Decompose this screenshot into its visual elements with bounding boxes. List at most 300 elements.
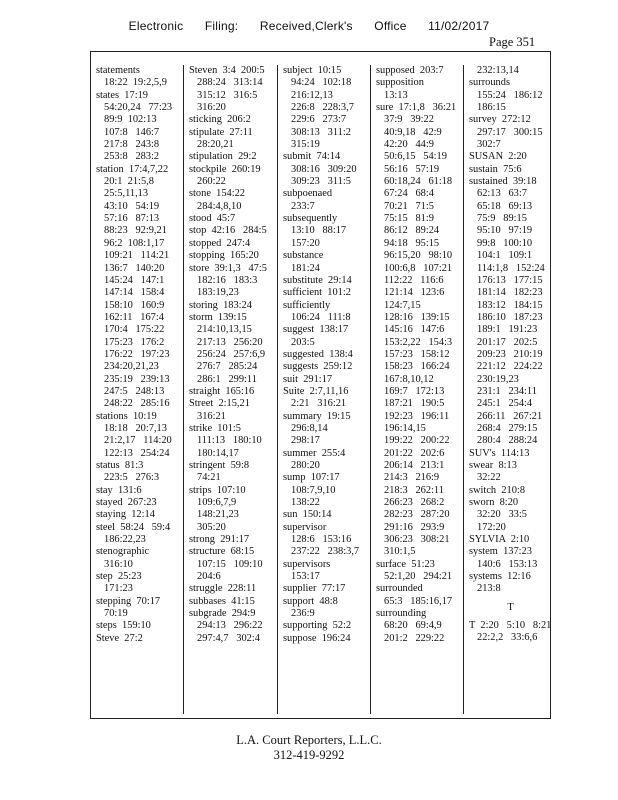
index-citation-line: 176:22 197:23 bbox=[104, 348, 170, 360]
index-citation: 291:17 bbox=[220, 534, 250, 546]
index-citation-line: 306:23 308:21 bbox=[384, 534, 450, 546]
index-term: support bbox=[283, 595, 315, 607]
index-citation-line: 128:16 139:15 bbox=[384, 311, 450, 323]
index-term: structure bbox=[189, 546, 226, 558]
index-entry bbox=[283, 65, 370, 151]
index-citation: 75:6 bbox=[503, 163, 522, 175]
index-term: states bbox=[96, 89, 120, 101]
index-entry bbox=[283, 633, 370, 645]
index-column-5 bbox=[463, 65, 552, 714]
index-term: stockpile bbox=[189, 163, 227, 175]
index-citation: 159:10 bbox=[122, 620, 151, 632]
index-citation-line: 40:9,18 42:9 bbox=[384, 126, 442, 138]
index-term: subpoenaed bbox=[283, 188, 333, 200]
index-citation: 2:7,11,16 bbox=[309, 385, 349, 397]
index-citation-line: 284:4,8,10 bbox=[197, 200, 242, 212]
index-term: sump bbox=[283, 472, 306, 484]
index-term: SUSAN bbox=[469, 151, 504, 163]
index-citation: 8:13 bbox=[498, 460, 517, 471]
header-item-electronic: Electronic bbox=[128, 19, 184, 33]
index-entry bbox=[283, 596, 370, 621]
footer-company: L.A. Court Reporters, L.L.C. bbox=[236, 733, 382, 747]
index-citation-line: 232:13,14 bbox=[477, 65, 519, 76]
index-entry bbox=[469, 65, 552, 77]
index-citation-line: 68:20 69:4,9 bbox=[384, 620, 442, 632]
index-entry bbox=[283, 188, 370, 213]
index-citation-line: 253:8 283:2 bbox=[104, 151, 160, 163]
index-citation-line: 158:23 166:24 bbox=[384, 361, 450, 373]
index-column-4 bbox=[370, 65, 463, 714]
index-citation-line: 56:16 57:19 bbox=[384, 163, 440, 175]
index-entry bbox=[96, 460, 183, 485]
index-citation-line: 25:5,11,13 bbox=[104, 188, 149, 200]
index-citation-line: 121:14 123:6 bbox=[384, 287, 445, 299]
index-citation-line: 65:18 69:13 bbox=[477, 200, 533, 212]
index-citation-line: 189:1 191:23 bbox=[477, 324, 538, 336]
index-citation-line: 28:20,21 bbox=[197, 139, 234, 151]
index-citation-line: 218:3 262:11 bbox=[384, 484, 444, 496]
index-term: stood bbox=[189, 213, 212, 225]
index-entry bbox=[189, 188, 277, 213]
index-term: subbases bbox=[189, 595, 226, 607]
index-citation-line: 60:18,24 61:18 bbox=[384, 176, 453, 188]
index-term: supposition bbox=[376, 77, 424, 89]
page-number: Page 351 bbox=[489, 35, 536, 49]
index-citation-line: 107:15 109:10 bbox=[197, 558, 263, 570]
index-term: staying bbox=[96, 509, 127, 521]
index-citation-line: 216:12,13 bbox=[291, 89, 333, 101]
index-entry bbox=[189, 386, 277, 398]
index-term: T bbox=[469, 620, 476, 632]
index-citation: 19:15 bbox=[326, 410, 351, 422]
index-entry bbox=[189, 65, 277, 114]
index-entry bbox=[283, 287, 370, 299]
index-citation-line: 308:13 311:2 bbox=[291, 126, 351, 138]
index-entry bbox=[283, 386, 370, 411]
index-citation-line: 2:21 316:21 bbox=[291, 398, 347, 410]
index-citation-line: 288:24 313:14 bbox=[197, 77, 263, 89]
index-citation-line: 167:8,10,12 bbox=[384, 373, 434, 385]
index-citation: 2:20 bbox=[508, 151, 527, 163]
index-citation: 81:3 bbox=[124, 460, 144, 471]
index-citation-line: 109:6,7,9 bbox=[197, 497, 237, 509]
index-entry bbox=[469, 151, 552, 163]
index-citation-line: 153:2,22 154:3 bbox=[384, 336, 453, 348]
index-entry bbox=[189, 225, 277, 237]
index-citation-line: 230:19,23 bbox=[477, 373, 519, 385]
index-entry bbox=[189, 263, 277, 300]
index-citation: 17:1,8 36:21 bbox=[398, 102, 457, 114]
index-citation-line: 18:22 19:2,5,9 bbox=[104, 77, 167, 89]
index-citation-line: 13:13 bbox=[384, 89, 408, 101]
index-citation: 137:23 bbox=[503, 546, 532, 558]
index-citation-line: 108:7,9,10 bbox=[291, 484, 336, 496]
index-term: step bbox=[96, 571, 113, 583]
index-citation: 206:2 bbox=[227, 114, 251, 126]
index-entry bbox=[189, 164, 277, 189]
index-citation-line: 171:23 bbox=[104, 583, 133, 595]
index-entry bbox=[283, 559, 370, 584]
index-entry bbox=[376, 77, 463, 102]
index-citation-line: 158:10 160:9 bbox=[104, 299, 165, 311]
index-citation: 3:4 200:5 bbox=[222, 65, 265, 76]
index-entry bbox=[469, 448, 552, 460]
index-entry bbox=[189, 114, 277, 126]
index-entry bbox=[469, 164, 552, 176]
index-citation-line: 95:10 97:19 bbox=[477, 225, 533, 237]
index-citation: 12:14 bbox=[131, 509, 155, 521]
index-citation-line: 204:6 bbox=[197, 571, 221, 583]
index-term: Suite bbox=[283, 385, 305, 397]
index-term: sufficient bbox=[283, 287, 323, 299]
index-entry bbox=[189, 250, 277, 262]
index-citation-line: 62:13 63:7 bbox=[477, 188, 527, 200]
index-citation: 247:4 bbox=[226, 237, 251, 249]
index-entry bbox=[376, 559, 463, 584]
index-citation-line: 187:21 190:5 bbox=[384, 398, 445, 410]
index-entry bbox=[96, 522, 183, 547]
index-citation-line: 280:4 288:24 bbox=[477, 435, 538, 447]
index-citation: 27:2 bbox=[124, 632, 143, 644]
index-citation: 291:17 bbox=[303, 373, 333, 385]
index-citation-line: 180:14,17 bbox=[197, 447, 239, 459]
index-entry bbox=[96, 633, 183, 645]
index-citation-line: 136:7 140:20 bbox=[104, 262, 165, 274]
index-entry bbox=[283, 300, 370, 325]
index-citation-line: 221:12 224:22 bbox=[477, 361, 543, 373]
index-entry bbox=[376, 583, 463, 608]
index-citation-line: 286:1 299:11 bbox=[197, 373, 257, 385]
header-item-received: Received,Clerk's bbox=[259, 19, 353, 33]
header-item-date: 11/02/2017 bbox=[428, 19, 490, 33]
index-citation: 58:24 59:4 bbox=[120, 521, 171, 533]
index-citation: 59:8 bbox=[230, 460, 250, 471]
index-term: suggested bbox=[283, 348, 324, 360]
index-citation: 203:7 bbox=[419, 65, 444, 76]
index-entry bbox=[283, 448, 370, 473]
index-entry bbox=[189, 608, 277, 645]
index-entry bbox=[189, 300, 277, 312]
index-term: strong bbox=[189, 534, 215, 546]
index-citation-line: 236:9 bbox=[291, 608, 315, 620]
index-citation-line: 147:14 158:4 bbox=[104, 287, 165, 299]
index-citation-line: 206:14 213:1 bbox=[384, 460, 445, 471]
index-term: supplier bbox=[283, 583, 317, 595]
index-citation-line: 21:2,17 114:20 bbox=[104, 435, 172, 447]
index-term: stayed bbox=[96, 497, 123, 509]
index-citation-line: 316:20 bbox=[197, 102, 226, 114]
index-citation-line: 13:10 88:17 bbox=[291, 225, 347, 237]
index-citation-line: 157:20 bbox=[291, 237, 320, 249]
index-citation-line: 302:7 bbox=[477, 139, 501, 151]
index-citation-line: 106:24 111:8 bbox=[291, 311, 351, 323]
index-entry bbox=[189, 312, 277, 386]
index-citation-line: 170:4 175:22 bbox=[104, 324, 165, 336]
index-citation: 228:11 bbox=[227, 583, 257, 595]
index-citation-line: 75:9 89:15 bbox=[477, 213, 527, 225]
index-entry bbox=[189, 127, 277, 152]
index-citation: 101:2 bbox=[327, 287, 351, 299]
index-term: statements bbox=[96, 65, 140, 76]
index-citation-line: 112:22 116:6 bbox=[384, 274, 444, 286]
index-citation-line: 54:20,24 77:23 bbox=[104, 102, 173, 114]
index-citation-line: 157:23 158:12 bbox=[384, 348, 450, 360]
index-entry bbox=[469, 546, 552, 571]
index-entry bbox=[96, 65, 183, 90]
index-citation-line: 223:5 276:3 bbox=[104, 472, 160, 484]
index-entry bbox=[283, 374, 370, 386]
index-citation-line: 43:10 54:19 bbox=[104, 200, 160, 212]
index-term: stepping bbox=[96, 595, 132, 607]
index-term: stations bbox=[96, 410, 128, 422]
index-entry bbox=[283, 349, 370, 361]
index-entry bbox=[96, 509, 183, 521]
index-citation: 2:20 5:10 8:21 bbox=[480, 620, 552, 632]
index-entry bbox=[469, 485, 552, 497]
index-term: stenographic bbox=[96, 546, 150, 558]
index-citation-line: 226:8 228:3,7 bbox=[291, 102, 354, 114]
index-entry bbox=[189, 151, 277, 163]
index-entry bbox=[96, 571, 183, 596]
index-citation-line: 145:24 147:1 bbox=[104, 274, 165, 286]
index-term: substance bbox=[283, 250, 324, 262]
index-term: stipulation bbox=[189, 151, 233, 163]
index-term: stopping bbox=[189, 250, 225, 262]
index-citation: 41:15 bbox=[231, 595, 255, 607]
index-entry bbox=[96, 411, 183, 460]
index-entry bbox=[469, 620, 552, 645]
index-citation: 12:16 bbox=[507, 571, 531, 583]
index-citation-line: 109:21 114:21 bbox=[104, 250, 170, 262]
index-citation-line: 89:9 102:13 bbox=[104, 114, 157, 126]
index-term: submit bbox=[283, 151, 312, 163]
index-citation-line: 94:24 102:18 bbox=[291, 77, 352, 89]
index-citation: 45:7 bbox=[216, 213, 236, 225]
index-citation-line: 233:7 bbox=[291, 200, 315, 212]
index-term: steps bbox=[96, 620, 117, 632]
index-citation: 138:4 bbox=[329, 348, 353, 360]
index-citation: 165:20 bbox=[230, 250, 259, 262]
index-citation-line: 99:8 100:10 bbox=[477, 237, 533, 249]
index-citation: 154:22 bbox=[216, 188, 246, 200]
index-citation: 39:1,3 47:5 bbox=[214, 262, 267, 274]
index-citation-line: 138:22 bbox=[291, 497, 320, 509]
index-entry bbox=[283, 472, 370, 509]
index-citation-line: 18:18 20:7,13 bbox=[104, 422, 167, 434]
index-citation: 272:12 bbox=[501, 114, 531, 126]
index-citation: 39:18 bbox=[512, 176, 537, 188]
index-citation: 101:5 bbox=[217, 422, 241, 434]
index-citation: 139:15 bbox=[217, 311, 247, 323]
index-entry bbox=[96, 497, 183, 509]
index-citation-line: 32:20 33:5 bbox=[477, 509, 527, 521]
index-entry bbox=[189, 238, 277, 250]
index-entry bbox=[469, 497, 552, 534]
index-citation-line: 100:6,8 107:21 bbox=[384, 262, 453, 274]
index-citation-line: 57:16 87:13 bbox=[104, 213, 160, 225]
index-citation-line: 186:15 bbox=[477, 102, 506, 114]
index-citation-line: 316:21 bbox=[197, 410, 226, 422]
index-citation-line: 181:14 182:23 bbox=[477, 287, 543, 299]
header-item-office: Office bbox=[374, 19, 407, 33]
index-entry bbox=[469, 176, 552, 448]
index-citation: 52:2 bbox=[332, 620, 352, 632]
index-citation-line: 199:22 200:22 bbox=[384, 435, 450, 447]
index-citation-line: 260:22 bbox=[197, 176, 226, 188]
index-term: suggests bbox=[283, 361, 319, 373]
index-entry bbox=[469, 114, 552, 151]
index-citation-line: 65:3 185:16,17 bbox=[384, 595, 453, 607]
index-term: surrounds bbox=[469, 77, 510, 89]
index-citation-line: 196:14,15 bbox=[384, 422, 426, 434]
index-term: sufficiently bbox=[283, 299, 331, 311]
index-citation: 196:24 bbox=[321, 632, 351, 644]
index-citation-line: 104:1 109:1 bbox=[477, 250, 533, 262]
index-citation-line: 74:21 bbox=[197, 472, 221, 484]
index-term: subgrade bbox=[189, 608, 227, 620]
index-citation-line: 155:24 186:12 bbox=[477, 89, 543, 101]
index-entry bbox=[283, 213, 370, 250]
index-citation: 10:19 bbox=[132, 410, 157, 422]
index-citation-line: 305:20 bbox=[197, 521, 226, 533]
index-citation: 107:10 bbox=[216, 484, 246, 496]
index-citation: 138:17 bbox=[319, 324, 349, 336]
index-citation: 70:17 bbox=[136, 595, 161, 607]
index-citation-line: 176:13 177:15 bbox=[477, 274, 543, 286]
index-citation-line: 315:19 bbox=[291, 139, 320, 151]
index-citation-line: 315:12 316:5 bbox=[197, 89, 258, 101]
index-entry bbox=[469, 460, 552, 485]
index-entry bbox=[283, 509, 370, 521]
index-term: stopped bbox=[189, 237, 222, 249]
header-item-filing: Filing: bbox=[204, 19, 239, 33]
index-citation-line: 235:19 239:13 bbox=[104, 373, 170, 385]
index-citation: 2:10 bbox=[510, 534, 530, 546]
index-citation-line: 201:22 202:6 bbox=[384, 447, 445, 459]
index-entry bbox=[376, 102, 463, 559]
index-term: strike bbox=[189, 422, 213, 434]
index-letter-heading bbox=[469, 596, 552, 620]
index-citation: 17:19 bbox=[124, 89, 148, 101]
index-citation: 267:23 bbox=[127, 497, 157, 509]
index-citation-line: 96:2 108:1,17 bbox=[104, 237, 165, 249]
index-term: Steve bbox=[96, 632, 120, 644]
index-term: steel bbox=[96, 521, 116, 533]
index-citation-line: 124:7,15 bbox=[384, 299, 421, 311]
index-citation-line: 169:7 172:13 bbox=[384, 385, 445, 397]
index-entry bbox=[96, 485, 183, 497]
index-term: sustained bbox=[469, 176, 508, 188]
index-column-3 bbox=[277, 65, 370, 714]
index-citation: 51:23 bbox=[411, 558, 435, 570]
index-term: survey bbox=[469, 114, 497, 126]
index-citation-line: 298:17 bbox=[291, 435, 320, 447]
index-citation-line: 217:13 256:20 bbox=[197, 336, 263, 348]
index-citation-line: 213:8 bbox=[477, 583, 501, 595]
index-citation-line: 86:12 89:24 bbox=[384, 225, 440, 237]
index-citation: 25:23 bbox=[117, 571, 142, 583]
index-term: supporting bbox=[283, 620, 328, 632]
index-term: stipulate bbox=[189, 126, 225, 138]
index-entry bbox=[283, 583, 370, 595]
index-entry bbox=[96, 596, 183, 621]
index-term: T bbox=[507, 601, 514, 613]
index-citation-line: 276:7 285:24 bbox=[197, 361, 258, 373]
index-entry bbox=[283, 620, 370, 632]
index-citation-line: 175:23 176:2 bbox=[104, 336, 165, 348]
index-citation-line: 291:16 293:9 bbox=[384, 521, 445, 533]
index-citation-line: 20:1 21:5,8 bbox=[104, 176, 154, 188]
index-citation-line: 128:6 153:16 bbox=[291, 534, 352, 546]
index-citation-line: 70:21 71:5 bbox=[384, 200, 434, 212]
index-term: suggest bbox=[283, 324, 315, 336]
index-citation: 114:13 bbox=[500, 447, 530, 459]
index-term: subject bbox=[283, 65, 313, 76]
index-citation-line: 214:3 216:9 bbox=[384, 472, 440, 484]
index-citation-line: 297:4,7 302:4 bbox=[197, 632, 260, 644]
index-citation-line: 309:23 311:5 bbox=[291, 176, 351, 188]
index-term: supervisor bbox=[283, 521, 327, 533]
index-term: Street bbox=[189, 398, 214, 410]
index-term: summer bbox=[283, 447, 317, 459]
index-term: SYLVIA bbox=[469, 534, 506, 546]
index-citation: 260:19 bbox=[231, 163, 261, 175]
index-term: sustain bbox=[469, 163, 498, 175]
index-citation: 183:24 bbox=[223, 299, 252, 311]
index-citation-line: 172:20 bbox=[477, 521, 506, 533]
index-entry bbox=[189, 596, 277, 608]
index-citation-line: 297:17 300:15 bbox=[477, 126, 543, 138]
index-citation-line: 107:8 146:7 bbox=[104, 126, 160, 138]
index-citation-line: 37:9 39:22 bbox=[384, 114, 434, 126]
index-term: substitute bbox=[283, 274, 323, 286]
index-term: switch bbox=[469, 484, 497, 496]
index-citation-line: 42:20 44:9 bbox=[384, 139, 434, 151]
index-term: surface bbox=[376, 558, 406, 570]
index-frame bbox=[90, 51, 551, 719]
index-term: struggle bbox=[189, 583, 223, 595]
index-citation-line: 162:11 167:4 bbox=[104, 311, 164, 323]
index-citation: 107:17 bbox=[310, 472, 340, 484]
index-citation-line: 316:10 bbox=[104, 558, 133, 570]
index-citation: 29:14 bbox=[328, 274, 352, 286]
index-entry bbox=[283, 411, 370, 448]
index-citation-line: 70:19 bbox=[104, 608, 128, 620]
index-citation-line: 203:5 bbox=[291, 336, 315, 348]
index-citation-line: 237:22 238:3,7 bbox=[291, 546, 360, 558]
index-citation: 17:4,7,22 bbox=[128, 163, 169, 175]
index-entry bbox=[469, 534, 552, 546]
index-term: storm bbox=[189, 311, 213, 323]
index-entry bbox=[189, 423, 277, 460]
index-citation-line: 296:8,14 bbox=[291, 422, 328, 434]
index-citation: 27:11 bbox=[229, 126, 253, 138]
index-citation-line: 148:21,23 bbox=[197, 509, 239, 521]
index-citation-line: 268:4 279:15 bbox=[477, 422, 538, 434]
index-term: Steven bbox=[189, 65, 218, 76]
index-citation-line: 186:10 187:23 bbox=[477, 311, 543, 323]
index-citation: 29:2 bbox=[238, 151, 257, 163]
index-entry bbox=[376, 608, 463, 645]
index-citation-line: 294:13 296:22 bbox=[197, 620, 263, 632]
index-column-1 bbox=[91, 65, 183, 714]
index-citation-line: 282:23 287:20 bbox=[384, 509, 450, 521]
index-citation-line: 217:8 243:8 bbox=[104, 139, 160, 151]
index-citation: 2:15,21 bbox=[218, 398, 250, 410]
index-citation-line: 145:16 147:6 bbox=[384, 324, 445, 336]
index-citation: 68:15 bbox=[230, 546, 255, 558]
index-citation-line: 67:24 68:4 bbox=[384, 188, 434, 200]
